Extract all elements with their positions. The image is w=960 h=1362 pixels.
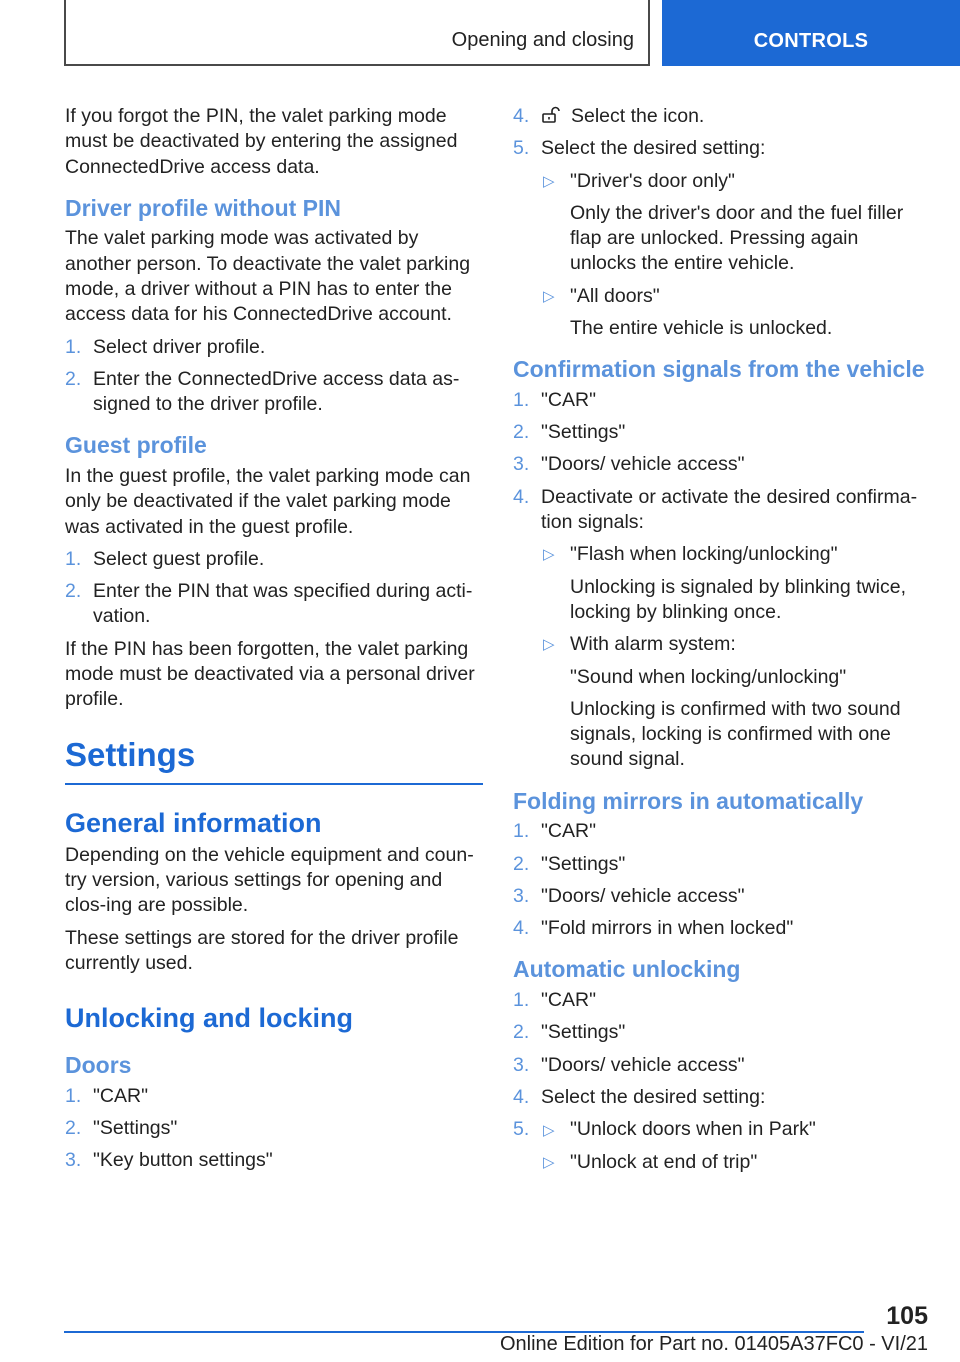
list-item: [513, 485, 928, 773]
step-text: Enter the ConnectedDrive access data as-signed to the driver profile.: [93, 367, 460, 416]
option-label: "Driver's door only": [570, 169, 735, 192]
step-text: "CAR": [541, 388, 597, 411]
list-item: [541, 1150, 928, 1175]
list-item: [513, 819, 928, 844]
left-column: [65, 104, 483, 1181]
step-text: "Settings": [541, 421, 626, 444]
step-number: 1.: [513, 388, 530, 411]
option-label: "Unlock doors when in Park": [570, 1118, 816, 1141]
step-number: 3.: [65, 1149, 82, 1172]
triangle-bullet-icon: ▷: [543, 1154, 555, 1172]
step-number: 2.: [513, 852, 530, 875]
step-number: 3.: [513, 884, 530, 907]
door-options: [541, 169, 928, 342]
triangle-bullet-icon: ▷: [543, 172, 555, 190]
automatic-unlocking-options: [541, 1150, 928, 1175]
step-number: 1.: [513, 820, 530, 843]
settings-title-block: [65, 735, 483, 785]
step-number: 2.: [65, 580, 82, 603]
step-text: "Fold mirrors in when locked": [541, 917, 794, 940]
step-text: "Key button settings": [93, 1149, 273, 1172]
option-label: "Unlock at end of trip": [570, 1151, 758, 1174]
step-text: Select the desired setting:: [541, 137, 766, 160]
doors-steps-continued: [513, 104, 928, 341]
step-number: 1.: [513, 988, 530, 1011]
step-text: Deactivate or activate the desired confirma-tion signals:: [541, 485, 918, 534]
step-number: 2.: [65, 1116, 82, 1139]
list-item: [65, 1084, 483, 1109]
option-description: Only the driver's door and the fuel filler flap are unlocked. Pressing again unlocks the entire vehicle.: [570, 201, 904, 275]
option-description: Unlocking is signaled by blinking twice, locking by blinking once.: [570, 575, 907, 623]
option-label: "Flash when locking/unlocking": [570, 543, 838, 566]
step-number: 1.: [65, 547, 82, 570]
confirmation-options: [541, 542, 928, 772]
list-item: [65, 547, 483, 572]
step-text: "CAR": [541, 820, 597, 843]
triangle-bullet-icon: ▷: [543, 287, 555, 305]
step-number: 5.: [513, 1118, 530, 1141]
header-chapter-title: CONTROLS: [753, 30, 869, 52]
list-item: [513, 852, 928, 877]
list-item: [541, 169, 928, 277]
list-item: [513, 1085, 928, 1110]
step-text: "Doors/ vehicle access": [541, 453, 745, 476]
step-text: "CAR": [93, 1084, 149, 1107]
step-number: 4.: [513, 1085, 530, 1108]
step-number: 2.: [513, 421, 530, 444]
step-text: Select driver profile.: [93, 335, 266, 358]
list-item: [513, 1020, 928, 1045]
right-column: [513, 104, 928, 1183]
doors-heading: Doors: [65, 1052, 132, 1079]
step-number: 2.: [513, 1021, 530, 1044]
header-section-tab: [64, 0, 650, 66]
page-number: 105: [886, 1302, 928, 1330]
unlocking-locking-heading: Unlocking and locking: [65, 1003, 354, 1034]
list-item: [65, 335, 483, 360]
guest-profile-steps: [65, 547, 483, 630]
triangle-bullet-icon: ▷: [543, 546, 555, 564]
list-item: [65, 1116, 483, 1141]
general-information-p1: Depending on the vehicle equipment and coun-try version, various settings for opening and clos-ing are possible.: [65, 843, 474, 917]
folding-mirrors-steps: [513, 819, 928, 941]
step-number: 4.: [513, 485, 530, 508]
list-item: [513, 104, 928, 129]
list-item: [513, 916, 928, 941]
header-chapter-tab: [662, 0, 960, 66]
guest-profile-note: If the PIN has been forgotten, the valet parking mode must be deactivated via a personal driver profile.: [65, 637, 475, 711]
list-item: [513, 1117, 928, 1176]
step-text: "Settings": [541, 1021, 626, 1044]
step-number: 4.: [513, 917, 530, 940]
confirmation-steps: [513, 388, 928, 773]
step-text: Select the desired setting:: [541, 1085, 766, 1108]
guest-profile-heading: Guest profile: [65, 432, 207, 459]
list-item: [513, 420, 928, 445]
step-number: 3.: [513, 1053, 530, 1076]
list-item: [541, 542, 928, 625]
list-item: [513, 388, 928, 413]
doors-steps: [65, 1084, 483, 1174]
step-text: Enter the PIN that was specified during acti-vation.: [93, 580, 473, 628]
step-number: 3.: [513, 453, 530, 476]
step-text: "CAR": [541, 988, 597, 1011]
list-item: [513, 136, 928, 341]
step-text: Select the icon.: [571, 105, 705, 127]
list-item: [65, 367, 483, 418]
step-text: "Settings": [93, 1116, 178, 1139]
step-number: 2.: [65, 367, 82, 390]
option-label: With alarm system:: [570, 633, 736, 656]
list-item: [513, 1053, 928, 1078]
list-item: [513, 452, 928, 477]
list-item: [513, 884, 928, 909]
option-description: The entire vehicle is unlocked.: [570, 317, 833, 340]
list-item: [541, 284, 928, 342]
step-text: Select guest profile.: [93, 547, 265, 570]
general-information-heading: General information: [65, 807, 322, 838]
triangle-bullet-icon: ▷: [543, 636, 555, 654]
intro-paragraph: If you forgot the PIN, the valet parking mode must be deactivated by entering the assigned ConnectedDrive access data.: [65, 105, 458, 178]
settings-heading: Settings: [65, 735, 196, 773]
step-text: "Doors/ vehicle access": [541, 1053, 745, 1076]
general-information-p2: These settings are stored for the driver profile currently used.: [65, 926, 459, 974]
list-item: [65, 579, 483, 630]
step-text: "Settings": [541, 852, 626, 875]
unlock-icon: [541, 105, 561, 125]
driver-profile-steps: [65, 335, 483, 418]
step-number: 4.: [513, 105, 530, 127]
folding-mirrors-heading: Folding mirrors in automatically: [513, 787, 864, 814]
header-section-title: Opening and closing: [451, 29, 634, 51]
option-description: "Sound when locking/unlocking": [570, 665, 847, 688]
automatic-unlocking-heading: Automatic unlocking: [513, 956, 741, 983]
driver-profile-heading: Driver profile without PIN: [65, 194, 342, 221]
option-description: Unlocking is confirmed with two sound signals, locking is confirmed with one sound signal.: [570, 697, 901, 771]
confirmation-signals-heading: Confirmation signals from the vehicle: [513, 356, 925, 383]
list-item: [541, 632, 928, 772]
list-item: [65, 1148, 483, 1173]
triangle-bullet-icon: ▷: [543, 1122, 555, 1140]
driver-profile-body: The valet parking mode was activated by another person. To deactivate the valet parking mode, a driver without a PIN has to enter the access data for his ConnectedDrive account.: [65, 227, 471, 326]
step-number: 1.: [65, 1084, 82, 1107]
step-number: 5.: [513, 137, 530, 160]
step-number: 1.: [65, 335, 82, 358]
automatic-unlocking-steps: [513, 988, 928, 1176]
footer-edition: Online Edition for Part no. 01405A37FC0 - VI/21: [499, 1333, 928, 1355]
step-text: "Doors/ vehicle access": [541, 884, 745, 907]
option-label: "All doors": [570, 284, 660, 307]
guest-profile-body: In the guest profile, the valet parking mode can only be deactivated if the valet parking mode was activated in the guest profile.: [65, 464, 471, 538]
list-item: [513, 988, 928, 1013]
